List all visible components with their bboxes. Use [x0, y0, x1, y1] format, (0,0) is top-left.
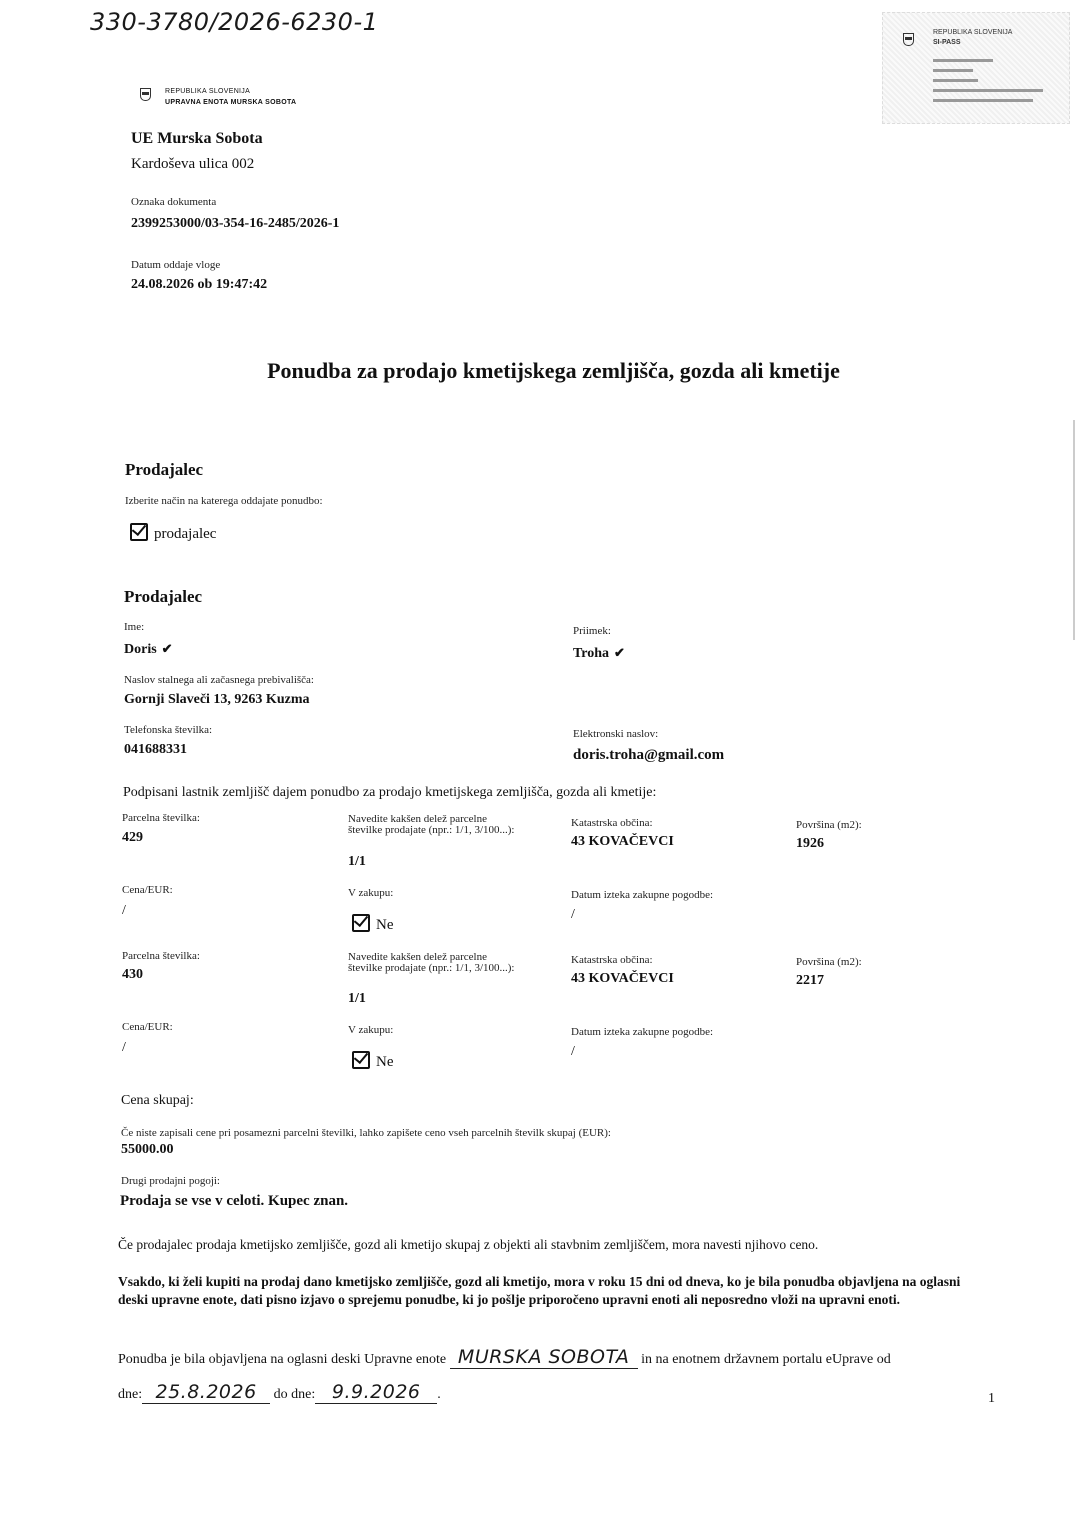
doc-number: 2399253000/03-354-16-2485/2026-1 [131, 216, 340, 231]
price-label: Cena/EUR: [122, 1021, 173, 1033]
checkbox-checked-icon [130, 523, 148, 541]
parcel-label: Parcelna številka: [122, 812, 200, 824]
publication-text-after: in na enotnem državnem portalu eUprave od [641, 1352, 891, 1367]
share-value: 1/1 [348, 991, 366, 1006]
lease-value-label: Ne [376, 1054, 394, 1070]
lease-end-value: / [571, 1044, 575, 1059]
checkbox-checked-icon [352, 1051, 370, 1069]
share-label: Navedite kakšen delež parcelne številke prodajate (npr.: 1/1, 3/100...): [348, 951, 515, 974]
owner-statement: Podpisani lastnik zemljišč dajem ponudbo za prodajo kmetijskega zemljišča, gozda ali kmetije: [123, 785, 657, 800]
parcel-number: 430 [122, 967, 143, 982]
page-title: Ponudba za prodajo kmetijskega zemljišča, gozda ali kmetije [267, 358, 840, 383]
org-line1: REPUBLIKA SLOVENIJA [165, 88, 251, 95]
unit-address: Kardoševa ulica 002 [131, 156, 255, 172]
page-number: 1 [988, 1391, 995, 1406]
org-line2: UPRAVNA ENOTA MURSKA SOBOTA [165, 99, 297, 106]
parcel-label: Parcelna številka: [122, 950, 200, 962]
area-value: 1926 [796, 836, 824, 851]
price-value: / [122, 903, 126, 918]
total-value: 55000.00 [121, 1142, 174, 1157]
cadastral-value: 43 KOVAČEVCI [571, 834, 674, 849]
section-heading: Prodajalec [125, 460, 204, 479]
total-heading: Cena skupaj: [121, 1093, 194, 1108]
area-value: 2217 [796, 973, 824, 988]
price-label: Cena/EUR: [122, 884, 173, 896]
publication-dates [118, 1381, 441, 1404]
date-line-end: . [437, 1387, 441, 1402]
parcel-number: 429 [122, 830, 143, 845]
handwritten-reference: 330-3780/2026-6230-1 [90, 8, 379, 36]
publication-text-before: Ponudba je bila objavljena na oglasni deski Upravne enote [118, 1352, 447, 1367]
address-label: Naslov stalnega ali začasnega prebivališča: [124, 674, 314, 686]
email-value: doris.troha@gmail.com [573, 747, 725, 763]
address-value: Gornji Slaveči 13, 9263 Kuzma [124, 692, 310, 707]
lease-end-label: Datum izteka zakupne pogodbe: [571, 889, 714, 901]
coat-of-arms-icon [903, 33, 914, 46]
lease-label: V zakupu: [348, 887, 394, 899]
lease-value-label: Ne [376, 917, 394, 933]
lease-label: V zakupu: [348, 1024, 394, 1036]
si-pass-stamp [882, 12, 1070, 124]
stamp-line2: SI-PASS [933, 39, 961, 46]
area-label: Površina (m2): [796, 819, 862, 831]
area-label: Površina (m2): [796, 956, 862, 968]
lease-end-value: / [571, 907, 575, 922]
seller-heading: Prodajalec [124, 587, 203, 606]
conditions-label: Drugi prodajni pogoji: [121, 1175, 220, 1187]
coat-of-arms-icon [140, 88, 151, 101]
doc-label: Oznaka dokumenta [131, 196, 217, 208]
to-date-handwritten: 9.9.2026 [315, 1381, 437, 1404]
conditions-value: Prodaja se vse v celoti. Kupec znan. [120, 1193, 349, 1209]
stamp-line1: REPUBLIKA SLOVENIJA [933, 29, 1013, 36]
cadastral-label: Katastrska občina: [571, 954, 653, 966]
method-choice [130, 523, 216, 543]
last-name-value: Troha ✔ [573, 645, 625, 662]
unit-name: UE Murska Sobota [131, 130, 263, 147]
date-value: 24.08.2026 ob 19:47:42 [131, 277, 268, 292]
cadastral-value: 43 KOVAČEVCI [571, 971, 674, 986]
phone-value: 041688331 [124, 742, 187, 757]
total-note: Če niste zapisali cene pri posamezni parcelni številki, lahko zapišete ceno vseh parcelnih številk skupaj (EUR): [121, 1127, 611, 1139]
from-date-handwritten: 25.8.2026 [142, 1381, 270, 1404]
date-label: Datum oddaje vloge [131, 259, 221, 271]
last-name-label: Priimek: [573, 625, 611, 637]
method-question: Izberite način na katerega oddajate ponudbo: [125, 495, 323, 507]
from-date-label: dne: [118, 1387, 143, 1402]
lease-end-label: Datum izteka zakupne pogodbe: [571, 1026, 714, 1038]
email-label: Elektronski naslov: [573, 728, 659, 740]
phone-label: Telefonska številka: [124, 724, 213, 736]
to-date-label: do dne: [273, 1387, 316, 1402]
cadastral-label: Katastrska občina: [571, 817, 653, 829]
checkbox-checked-icon [352, 914, 370, 932]
lease-value [352, 1051, 394, 1071]
first-name-value: Doris ✔ [124, 641, 173, 658]
notice-acceptance: Vsakdo, ki želi kupiti na prodaj dano kmetijsko zemljišče, gozd ali kmetijo, mora v roku 15 dni od dneva, ko je bila ponudba objavljena na oglasni deski upravne enote, dati pisno izjavo o sprejemu ponudbe, ki jo pošlje priporočeno upravni enoti ali neposredno vloži na upravni enoti. [118, 1274, 961, 1307]
first-name-label: Ime: [124, 621, 145, 633]
publication-line [118, 1346, 988, 1369]
publication-unit-handwritten: MURSKA SOBOTA [450, 1346, 638, 1369]
share-value: 1/1 [348, 854, 366, 869]
notice-objects-price: Če prodajalec prodaja kmetijsko zemljišče, gozd ali kmetijo skupaj z objekti ali stavbnim zemljiščem, mora navesti njihovo ceno. [118, 1237, 819, 1252]
price-value: / [122, 1040, 126, 1055]
method-choice-label: prodajalec [154, 526, 217, 542]
share-label: Navedite kakšen delež parcelne številke prodajate (npr.: 1/1, 3/100...): [348, 813, 515, 836]
lease-value [352, 914, 394, 934]
